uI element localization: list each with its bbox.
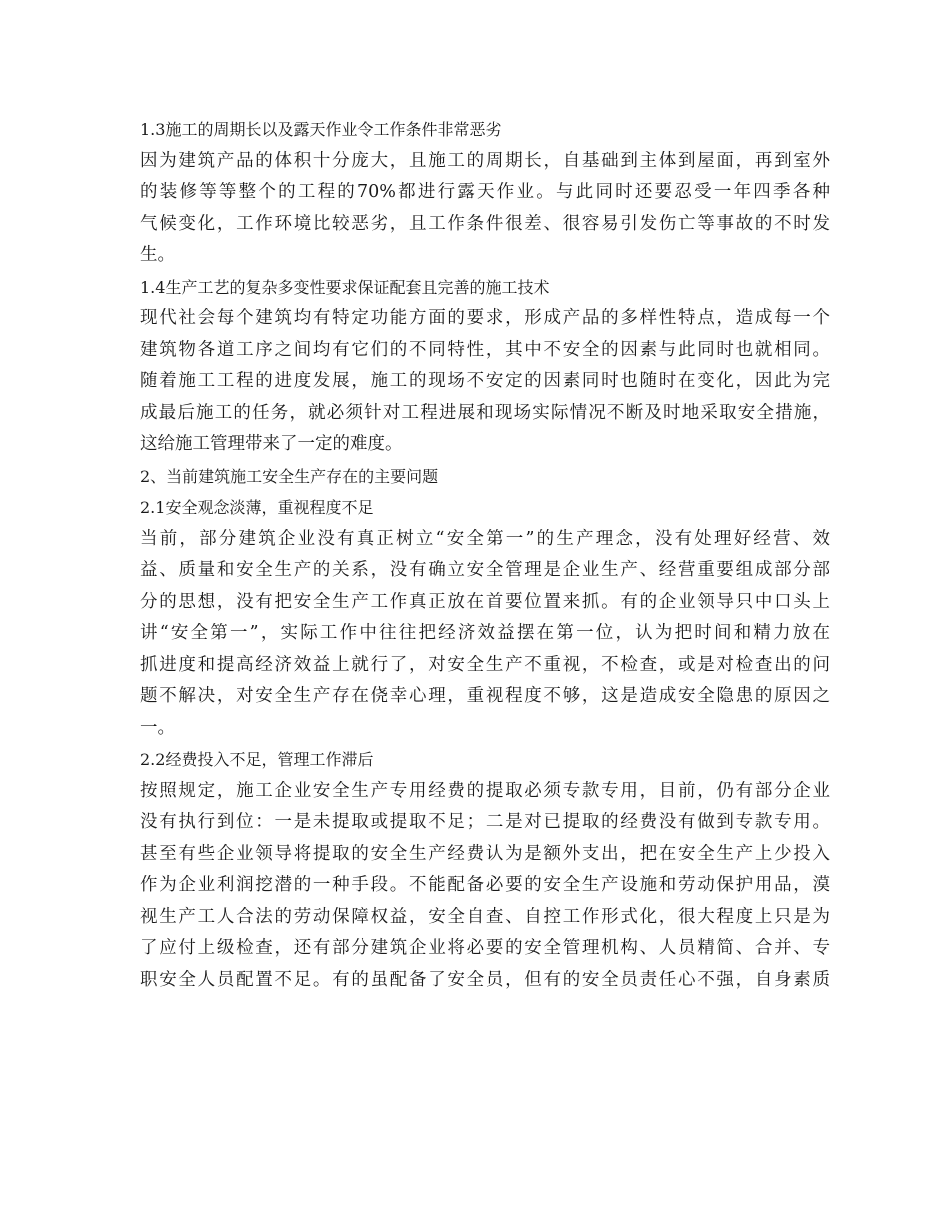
paragraph-line: 现代社会每个建筑均有特定功能方面的要求，形成产品的多样性特点，造成每一个 bbox=[140, 308, 830, 328]
paragraph-line: 分的思想，没有把安全生产工作真正放在首要位置来抓。有的企业领导只中口头上 bbox=[140, 591, 830, 612]
paragraph-line: 按照规定，施工企业安全生产专用经费的提取必须专款专用，目前，仍有部分企业 bbox=[140, 780, 830, 801]
paragraph-line: 讲“安全第一”，实际工作中往往把经济效益摆在第一位，认为把时间和精力放在 bbox=[140, 623, 830, 643]
section-heading: 1.4生产工艺的复杂多变性要求保证配套且完善的施工技术 bbox=[140, 277, 550, 297]
paragraph-line: 当前，部分建筑企业没有真正树立“安全第一”的生产理念，没有处理好经营、效 bbox=[140, 528, 830, 549]
paragraph-line: 生。 bbox=[140, 245, 175, 265]
paragraph-line: 气候变化，工作环境比较恶劣，且工作条件很差、很容易引发伤亡等事故的不时发 bbox=[140, 213, 830, 234]
paragraph-line: 因为建筑产品的体积十分庞大，且施工的周期长，自基础到主体到屋面，再到室外 bbox=[140, 150, 830, 171]
document-page bbox=[140, 114, 830, 996]
paragraph-line: 题不解决，对安全生产存在侥幸心理，重视程度不够，这是造成安全隐患的原因之 bbox=[140, 686, 830, 706]
paragraph-line: 抓进度和提高经济效益上就行了，对安全生产不重视，不检查，或是对检查出的问 bbox=[140, 654, 830, 675]
paragraph-line: 视生产工人合法的劳动保障权益，安全自查、自控工作形式化，很大程度上只是为 bbox=[140, 906, 830, 927]
paragraph-line: 甚至有些企业领导将提取的安全生产经费认为是额外支出，把在安全生产上少投入 bbox=[140, 843, 830, 864]
paragraph-line: 益、质量和安全生产的关系，没有确立安全管理是企业生产、经营重要组成部分部 bbox=[140, 560, 830, 580]
paragraph-line: 职安全人员配置不足。有的虽配备了安全员，但有的安全员责任心不强，自身素质 bbox=[140, 969, 830, 990]
section-heading: 2.2经费投入不足，管理工作滞后 bbox=[140, 750, 374, 769]
section-heading: 2.1安全观念淡薄，重视程度不足 bbox=[140, 498, 374, 517]
paragraph-line: 作为企业利润挖潜的一种手段。不能配备必要的安全生产设施和劳动保护用品，漠 bbox=[140, 875, 830, 895]
paragraph-line: 一。 bbox=[140, 717, 175, 738]
paragraph-line: 随着施工工程的进度发展，施工的现场不安定的因素同时也随时在变化，因此为完 bbox=[140, 371, 830, 391]
paragraph-line: 成最后施工的任务，就必须针对工程进展和现场实际情况不断及时地采取安全措施， bbox=[140, 402, 830, 423]
paragraph-line: 建筑物各道工序之间均有它们的不同特性，其中不安全的因素与此同时也就相同。 bbox=[140, 339, 830, 360]
section-heading: 1.3施工的周期长以及露天作业令工作条件非常恶劣 bbox=[140, 120, 502, 139]
paragraph-line: 没有执行到位：一是未提取或提取不足；二是对已提取的经费没有做到专款专用。 bbox=[140, 812, 830, 832]
paragraph-line: 这给施工管理带来了一定的难度。 bbox=[140, 434, 403, 454]
paragraph-line: 的装修等等整个的工程的70%都进行露天作业。与此同时还要忍受一年四季各种 bbox=[140, 182, 830, 202]
paragraph-line: 了应付上级检查，还有部分建筑企业将必要的安全管理机构、人员精简、合并、专 bbox=[140, 938, 830, 958]
section-heading: 2、当前建筑施工安全生产存在的主要问题 bbox=[140, 466, 439, 486]
